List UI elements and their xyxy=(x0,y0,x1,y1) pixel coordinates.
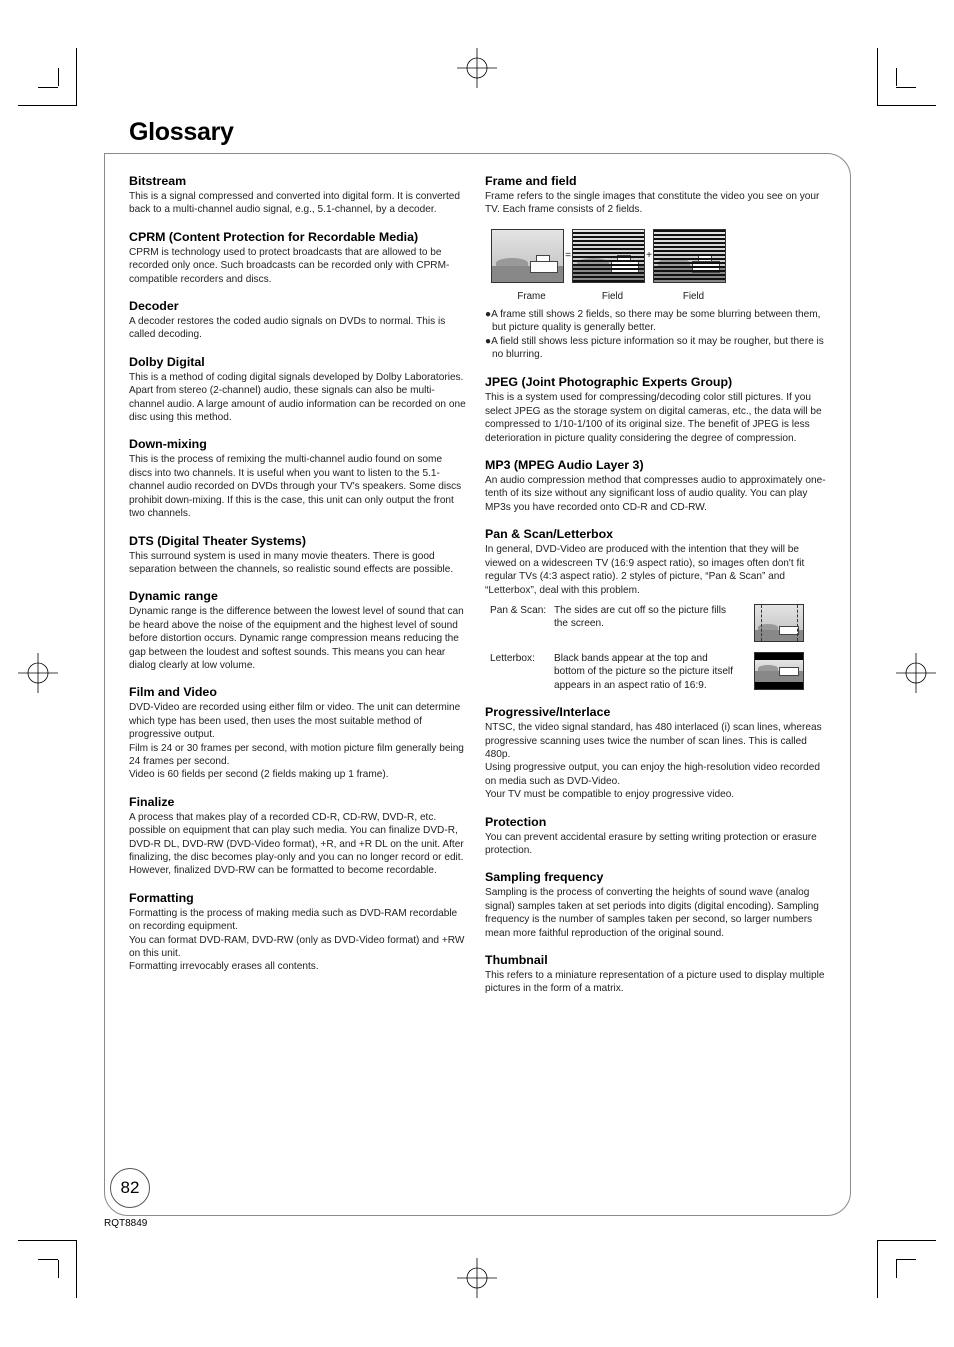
glossary-term: Formatting xyxy=(129,890,194,905)
glossary-term: JPEG (Joint Photographic Experts Group) xyxy=(485,375,733,390)
glossary-entry xyxy=(485,705,827,801)
glossary-entry xyxy=(485,458,827,514)
glossary-term: Decoder xyxy=(129,299,179,314)
crop-mark xyxy=(58,68,59,86)
glossary-entry xyxy=(129,891,467,974)
equals-sign: = xyxy=(565,250,571,262)
glossary-definition: CPRM is technology used to protect broadcasts that are allowed to be recorded only once. Such broadcasts can be recorded only with CPRM-compatible recorders and discs. xyxy=(129,246,450,285)
registration-mark-icon xyxy=(457,48,497,88)
glossary-term: DTS (Digital Theater Systems) xyxy=(129,533,306,548)
registration-mark-icon xyxy=(896,653,936,693)
glossary-definition: DVD-Video are recorded using either film or video. The unit can determine which type has been used, then uses the most suitable method of progressive output. Film is 24 or 30 frames per second, with motion picture film generally being 24 frames per second. Video is 60 fields per second (2 fields making up 1 frame). xyxy=(129,702,464,781)
crop-mark xyxy=(76,1240,77,1298)
bullet-item: ●A field still shows less picture information so it may be rougher, but there is no blurring. xyxy=(485,335,824,361)
bullet-item: ●A frame still shows 2 fields, so there may be some blurring between them, but picture quality is generally better. xyxy=(485,308,821,334)
frame-field-illustration xyxy=(491,229,827,283)
glossary-definition: A process that makes play of a recorded CD-R, CD-RW, DVD-R, etc. possible on equipment that can play such media. You can finalize DVD-R, DVD-R DL, DVD-RW (DVD-Video format), +R, and +R DL on the unit. After finalizing, the disc becomes play-only and you can no longer record or edit. However, finalized DVD-RW can be formatted to become recordable. xyxy=(129,811,464,877)
glossary-term: Pan & Scan/Letterbox xyxy=(485,527,614,542)
left-column xyxy=(129,174,467,987)
glossary-entry xyxy=(129,437,467,520)
glossary-term: MP3 (MPEG Audio Layer 3) xyxy=(485,458,644,473)
figure-label: Frame xyxy=(517,290,546,302)
glossary-definition: NTSC, the video signal standard, has 480 interlaced (i) scan lines, whereas progressive scanning uses twice the number of scan lines. This is called 480p. Using progressive output, you can enjoy the high-resolution video recorded on media such as DVD-Video. Your TV must be compatible to enjoy progressive video. xyxy=(485,722,822,801)
glossary-entry xyxy=(129,174,467,217)
glossary-definition: This is the process of remixing the multi-channel audio found on some discs into two channels. It is useful when you want to listen to the 5.1-channel audio recorded on DVDs through your TV's speakers. Some discs prohibit down-mixing. If this is the case, this unit can only output the front two channels. xyxy=(129,454,462,520)
field-image xyxy=(572,229,645,283)
registration-mark-icon xyxy=(18,653,58,693)
field-image xyxy=(653,229,726,283)
frame-image xyxy=(491,229,564,283)
glossary-definition: In general, DVD-Video are produced with the intention that they will be viewed on a widescreen TV (16:9 aspect ratio), so images often don't fit regular TVs (4:3 aspect ratio). 2 styles of picture, “Pan & Scan” and “Letterbox”, deal with this problem. xyxy=(485,544,805,596)
glossary-definition: Formatting is the process of making media such as DVD-RAM recordable on recording equipment. You can format DVD-RAM, DVD-RW (only as DVD-Video format) and +RW on this unit. Formatting irrevocably erases all contents. xyxy=(129,907,465,973)
pan-scan-label: Pan & Scan: xyxy=(490,604,547,616)
letterbox-image xyxy=(754,652,804,690)
glossary-definition: This refers to a miniature representation of a picture used to display multiple pictures in the form of a matrix. xyxy=(485,970,825,995)
glossary-term: Bitstream xyxy=(129,174,187,188)
glossary-term: Dolby Digital xyxy=(129,354,205,369)
glossary-entry xyxy=(485,375,827,445)
page-title: Glossary xyxy=(129,118,234,146)
crop-mark xyxy=(878,1240,936,1241)
glossary-definition: A decoder restores the coded audio signals on DVDs to normal. This is called decoding. xyxy=(129,316,446,341)
glossary-term: Down-mixing xyxy=(129,437,207,452)
glossary-definition: An audio compression method that compresses audio to approximately one-tenth of its size without any significant loss of audio quality. You can play MP3s you have recorded onto CD-R and CD-RW. xyxy=(485,475,826,513)
glossary-term: Protection xyxy=(485,814,547,829)
glossary-term: Dynamic range xyxy=(129,589,218,604)
crop-mark xyxy=(896,87,916,88)
glossary-entry xyxy=(129,355,467,425)
glossary-definition: Sampling is the process of converting the heights of sound wave (analog signal) samples taken at set periods into digits (digital encoding). Sampling frequency is the number of samples taken per second, so larger numbers mean more faithful reproduction of the original sound. xyxy=(485,887,819,939)
crop-mark xyxy=(896,1259,916,1260)
glossary-entry xyxy=(485,815,827,858)
glossary-entry xyxy=(129,534,467,577)
glossary-entry xyxy=(485,527,827,692)
glossary-entry xyxy=(485,953,827,996)
glossary-term: Thumbnail xyxy=(485,953,548,967)
glossary-term: Frame and field xyxy=(485,174,577,188)
figure-label: Field xyxy=(601,290,624,302)
glossary-term: CPRM (Content Protection for Recordable Media) xyxy=(129,229,419,244)
glossary-definition: This is a method of coding digital signals developed by Dolby Laboratories. Apart from stereo (2-channel) audio, these signals can also be multi-channel audio. A large amount of audio information can be recorded on one disc using this method. xyxy=(129,371,466,424)
glossary-term: Finalize xyxy=(129,794,175,809)
plus-sign: + xyxy=(646,250,652,262)
glossary-entry xyxy=(129,589,467,672)
registration-mark-icon xyxy=(457,1258,497,1298)
glossary-entry xyxy=(485,174,827,361)
crop-mark xyxy=(896,1260,897,1278)
glossary-entry xyxy=(129,230,467,286)
crop-mark xyxy=(38,87,58,88)
pan-scan-table xyxy=(485,604,827,692)
glossary-term: Film and Video xyxy=(129,685,217,700)
glossary-definition: This is a system used for compressing/decoding color still pictures. If you select JPEG as the storage system on digital cameras, etc., the data will be compressed to 1/10-1/100 of its original size. The benefit of JPEG is less deterioration in picture quality considering the degree of compression. xyxy=(485,392,822,444)
crop-mark xyxy=(18,105,76,106)
glossary-definition: You can prevent accidental erasure by setting writing protection or erasure protection. xyxy=(485,831,817,856)
crop-mark xyxy=(877,48,878,106)
page-number: 82 xyxy=(110,1168,150,1208)
crop-mark xyxy=(38,1259,58,1260)
crop-mark xyxy=(896,68,897,86)
bullet-list xyxy=(485,308,827,362)
crop-mark xyxy=(878,105,936,106)
glossary-entry xyxy=(129,685,467,781)
letterbox-label: Letterbox: xyxy=(490,652,535,664)
crop-mark xyxy=(58,1260,59,1278)
glossary-term: Progressive/Interlace xyxy=(485,705,611,720)
glossary-entry xyxy=(129,795,467,878)
glossary-definition: This surround system is used in many movie theaters. There is good separation between the channels, so realistic sound effects are possible. xyxy=(129,550,454,575)
letterbox-description: Black bands appear at the top and bottom of the picture so the picture itself appears in an aspect ratio of 16:9. xyxy=(554,652,733,691)
right-column xyxy=(485,174,827,1009)
glossary-definition: Dynamic range is the difference between the lowest level of sound that can be heard above the noise of the equipment and the highest level of sound before distortion occurs. Dynamic range compression means reducing the gap between the loudest and softest sounds. This means you can hear dialog clearly at low volume. xyxy=(129,606,464,671)
glossary-entry xyxy=(129,299,467,342)
glossary-term: Sampling frequency xyxy=(485,870,604,885)
glossary-definition: Frame refers to the single images that constitute the video you see on your TV. Each frame consists of 2 fields. xyxy=(485,191,820,216)
glossary-definition: This is a signal compressed and converted into digital form. It is converted back to a multi-channel audio signal, e.g., 5.1-channel, by a decoder. xyxy=(129,191,461,216)
document-code: RQT8849 xyxy=(104,1218,148,1229)
pan-scan-description: The sides are cut off so the picture fills the screen. xyxy=(554,604,727,630)
glossary-entry xyxy=(485,870,827,940)
figure-labels xyxy=(491,291,827,302)
pan-scan-image xyxy=(754,604,804,642)
crop-mark xyxy=(76,48,77,106)
crop-mark xyxy=(18,1240,76,1241)
figure-label: Field xyxy=(682,290,705,302)
crop-mark xyxy=(877,1240,878,1298)
